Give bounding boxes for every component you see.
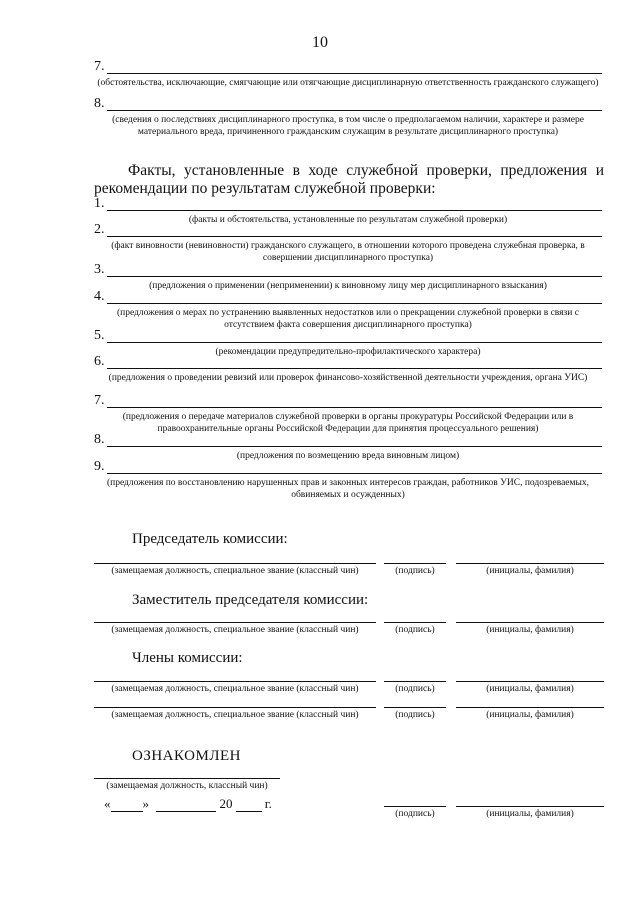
date-open-quote: « [104,796,111,811]
name-field[interactable]: (инициалы, фамилия) [456,707,604,720]
acknowledged-signature-row [384,806,604,826]
section-heading: Факты, установленные в ходе служебной проверки, предложения и рекомендации по результатам служебной проверки: [94,162,604,197]
item-caption: (сведения о последствиях дисциплинарного проступка, в том числе о предполагаемом наличии, характере и размере материального вреда, причиненного гражданским служащим в результате дисциплинарного проступка) [112,115,584,137]
chairman-title: Председатель комиссии: [132,531,288,547]
member-signature-row [94,681,604,701]
item-number: 7. [94,393,105,408]
deputy-signature-row [94,622,604,642]
item-number: 7. [94,59,105,74]
fill-line[interactable] [107,209,603,211]
acknowledged-position-field[interactable]: (замещаемая должность, классный чин) [94,778,280,791]
item-caption: (факт виновности (невиновности) гражданского служащего, в отношении которого проведена служебная проверка, в совершении дисциплинарного проступка) [111,241,585,263]
item-number: 9. [94,459,105,474]
fill-line[interactable] [107,472,603,474]
item-number: 4. [94,289,105,304]
signature-field[interactable]: (подпись) [384,681,446,694]
fill-line[interactable] [107,235,603,237]
fill-line[interactable] [107,302,603,304]
item-caption: (предложения по возмещению вреда виновным лицом) [236,451,460,461]
acknowledged-title: ОЗНАКОМЛЕН [132,748,241,764]
page-number: 10 [312,34,328,51]
item-number: 8. [94,432,105,447]
item-caption: (рекомендации предупредительно-профилактического характера) [215,347,481,357]
finding-item-6 [94,355,602,384]
date-year-prefix: 20 [219,796,233,811]
name-field[interactable]: (инициалы, фамилия) [456,681,604,694]
finding-item-7 [94,394,602,435]
acknowledged-date [104,796,272,812]
item-number: 8. [94,96,105,111]
name-field[interactable]: (инициалы, фамилия) [456,622,604,635]
fill-line[interactable] [107,367,603,369]
fill-line[interactable] [107,445,603,447]
item-caption: (обстоятельства, исключающие, смягчающие или отягчающие дисциплинарную ответственность гражданского служащего) [97,78,599,88]
position-field[interactable]: (замещаемая должность, специальное звание (классный чин) [94,707,376,720]
name-field[interactable]: (инициалы, фамилия) [456,806,604,819]
item-caption: (факты и обстоятельства, установленные по результатам служебной проверки) [188,215,508,225]
signature-field[interactable]: (подпись) [384,622,446,635]
finding-item-4 [94,290,602,331]
fill-line[interactable] [107,275,603,277]
position-field[interactable]: (замещаемая должность, специальное звание (классный чин) [94,681,376,694]
chairman-signature-row [94,563,604,583]
position-field[interactable]: (замещаемая должность, специальное звание (классный чин) [94,563,376,576]
finding-item-9 [94,460,602,501]
item-number: 6. [94,354,105,369]
item-number: 1. [94,196,105,211]
finding-item-5 [94,329,602,358]
item-caption: (предложения о передаче материалов служебной проверки в органы прокуратуры Российской Федерации или в правоохранительные органы Российской Федерации для принятия процессуального решения) [122,412,574,434]
date-year-suffix: г. [264,796,272,811]
item-caption: (предложения о применении (неприменении) к виновному лицу мер дисциплинарного взыскания) [149,281,547,291]
item-caption: (предложения о мерах по устранению выявленных недостатков или о прекращении служебной проверки в связи с отсутствием факта совершения дисциплинарного проступка) [117,308,579,330]
member-signature-row [94,707,604,727]
year-field[interactable] [236,799,262,812]
pre-item-7 [94,60,602,89]
signature-field[interactable]: (подпись) [384,806,446,819]
fill-line[interactable] [107,341,603,343]
item-caption: (предложения по восстановлению нарушенных прав и законных интересов граждан, работников УИС, подозреваемых, обвиняемых и осужденных) [106,478,590,500]
date-close-quote: » [142,796,149,811]
position-field[interactable]: (замещаемая должность, специальное звание (классный чин) [94,622,376,635]
month-field[interactable] [156,799,216,812]
finding-item-2 [94,223,602,264]
fill-line[interactable] [107,72,603,74]
pre-item-8 [94,97,602,138]
item-number: 2. [94,222,105,237]
item-number: 5. [94,328,105,343]
signature-field[interactable]: (подпись) [384,707,446,720]
finding-item-3 [94,263,602,292]
item-caption: (предложения о проведении ревизий или проверок финансово-хозяйственной деятельности учреждения, органа УИС) [108,373,588,383]
finding-item-8 [94,433,602,462]
item-number: 3. [94,262,105,277]
signature-field[interactable]: (подпись) [384,563,446,576]
deputy-chairman-title: Заместитель председателя комиссии: [132,592,369,608]
name-field[interactable]: (инициалы, фамилия) [456,563,604,576]
day-field[interactable] [111,799,143,812]
members-title: Члены комиссии: [132,650,243,666]
finding-item-1 [94,197,602,226]
fill-line[interactable] [107,109,603,111]
fill-line[interactable] [107,406,603,408]
